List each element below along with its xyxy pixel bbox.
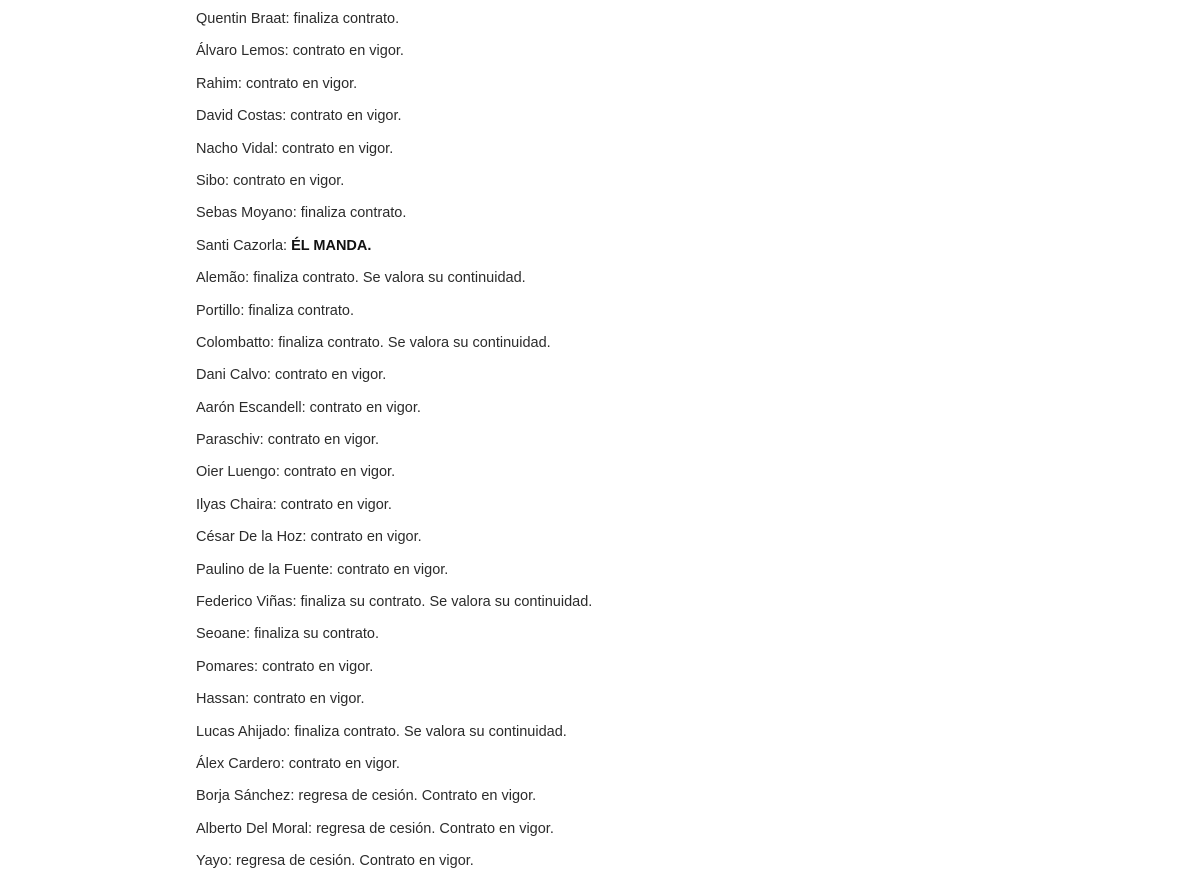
list-item [196, 170, 996, 202]
name-separator: : [301, 399, 310, 416]
name-separator: : [254, 658, 263, 675]
list-item [196, 138, 996, 170]
list-item [196, 267, 996, 299]
list-item [196, 721, 996, 753]
name-separator: : [225, 172, 234, 189]
name-separator: : [245, 691, 254, 708]
contract-status: contrato en vigor. [288, 755, 400, 772]
name-separator: : [282, 108, 291, 125]
list-item [196, 656, 996, 688]
player-name: Álex Cardero [196, 755, 281, 772]
list-item [196, 8, 996, 40]
contract-status: contrato en vigor. [280, 496, 392, 513]
player-name: Ilyas Chaira [196, 496, 273, 513]
name-separator: : [275, 464, 284, 481]
player-name: Nacho Vidal [196, 140, 274, 157]
list-item [196, 850, 996, 882]
contract-status: contrato en vigor. [233, 172, 345, 189]
player-name: Sibo [196, 172, 226, 189]
player-name: David Costas [196, 108, 283, 125]
list-item [196, 461, 996, 493]
name-separator: : [290, 788, 299, 805]
contract-status: contrato en vigor. [245, 75, 358, 92]
list-item [196, 40, 996, 72]
contract-status: contrato en vigor. [309, 399, 421, 416]
list-item [196, 73, 996, 105]
player-name: Sebas Moyano [196, 205, 293, 222]
player-name: Lucas Ahijado [196, 723, 287, 740]
contract-status: regresa de cesión. Contrato en vigor. [236, 853, 474, 870]
list-item [196, 785, 996, 817]
player-name: Paraschiv [196, 432, 260, 449]
contract-status: finaliza contrato. [248, 302, 354, 319]
contract-status: finaliza contrato. [293, 11, 400, 27]
name-separator: : [286, 723, 295, 740]
list-item [196, 559, 996, 591]
list-item [196, 623, 996, 655]
name-separator: : [246, 626, 255, 643]
name-separator: : [302, 529, 311, 546]
player-name: Borja Sánchez [196, 788, 291, 805]
list-item [196, 526, 996, 558]
name-separator: : [273, 140, 282, 157]
name-separator: : [240, 302, 249, 319]
name-separator: : [329, 561, 338, 578]
list-item [196, 818, 996, 850]
player-name: Colombatto [196, 334, 271, 351]
name-separator: : [237, 75, 246, 92]
name-separator: : [292, 205, 301, 222]
contract-status: finaliza contrato. [300, 205, 407, 222]
contract-status: contrato en vigor. [290, 108, 402, 125]
name-separator: : [227, 853, 237, 870]
player-name: Paulino de la Fuente [196, 561, 330, 578]
contract-status: contrato en vigor. [274, 367, 387, 384]
player-name: Seoane [196, 626, 246, 643]
name-separator: : [285, 11, 294, 27]
player-name: Rahim [196, 75, 238, 92]
contract-status: finaliza contrato. Se valora su continuidad. [294, 723, 567, 740]
list-item [196, 300, 996, 332]
contract-status: regresa de cesión. Contrato en vigor. [298, 788, 537, 805]
contract-status: finaliza contrato. Se valora su continuidad. [253, 270, 526, 287]
name-separator: : [272, 496, 281, 513]
name-separator: : [284, 43, 293, 60]
player-name: Santi Cazorla [196, 237, 284, 254]
contract-status: contrato en vigor. [310, 529, 422, 546]
list-item [196, 235, 996, 267]
player-name: Federico Viñas [196, 594, 293, 611]
name-separator: : [259, 432, 268, 449]
player-name: César De la Hoz [196, 529, 303, 546]
contract-status: contrato en vigor. [282, 140, 394, 157]
player-name: Pomares [196, 658, 255, 675]
contract-status: contrato en vigor. [262, 658, 374, 675]
article-body [196, 8, 996, 883]
player-name: Hassan [196, 691, 246, 708]
name-separator: : [245, 270, 254, 287]
contract-status: contrato en vigor. [292, 43, 404, 60]
player-name: Yayo [196, 853, 228, 870]
name-separator: : [308, 820, 317, 837]
player-name: Alberto Del Moral [196, 820, 309, 837]
name-separator: : [266, 367, 275, 384]
list-item [196, 429, 996, 461]
contract-status: contrato en vigor. [267, 432, 379, 449]
list-item [196, 332, 996, 364]
list-item [196, 202, 996, 234]
player-name: Oier Luengo [196, 464, 276, 481]
name-separator: : [270, 334, 279, 351]
list-item [196, 364, 996, 396]
contract-status: ÉL MANDA. [291, 237, 372, 254]
player-status-list [196, 8, 996, 883]
player-name: Quentin Braat [196, 11, 286, 27]
player-name: Álvaro Lemos [196, 43, 285, 60]
contract-status: regresa de cesión. Contrato en vigor. [316, 820, 554, 837]
contract-status: contrato en vigor. [337, 561, 449, 578]
name-separator: : [280, 755, 289, 772]
player-name: Alemão [196, 270, 246, 287]
name-separator: : [292, 594, 301, 611]
list-item [196, 753, 996, 785]
contract-status: finaliza contrato. Se valora su continuidad. [278, 334, 551, 351]
contract-status: finaliza su contrato. [254, 626, 379, 643]
list-item [196, 591, 996, 623]
player-name: Dani Calvo [196, 367, 267, 384]
contract-status: finaliza su contrato. Se valora su continuidad. [300, 594, 593, 611]
list-item [196, 105, 996, 137]
name-separator: : [283, 237, 292, 254]
list-item [196, 397, 996, 429]
contract-status: contrato en vigor. [253, 691, 365, 708]
list-item [196, 688, 996, 720]
player-name: Portillo [196, 302, 241, 319]
player-name: Aarón Escandell [196, 399, 302, 416]
list-item [196, 494, 996, 526]
contract-status: contrato en vigor. [283, 464, 396, 481]
